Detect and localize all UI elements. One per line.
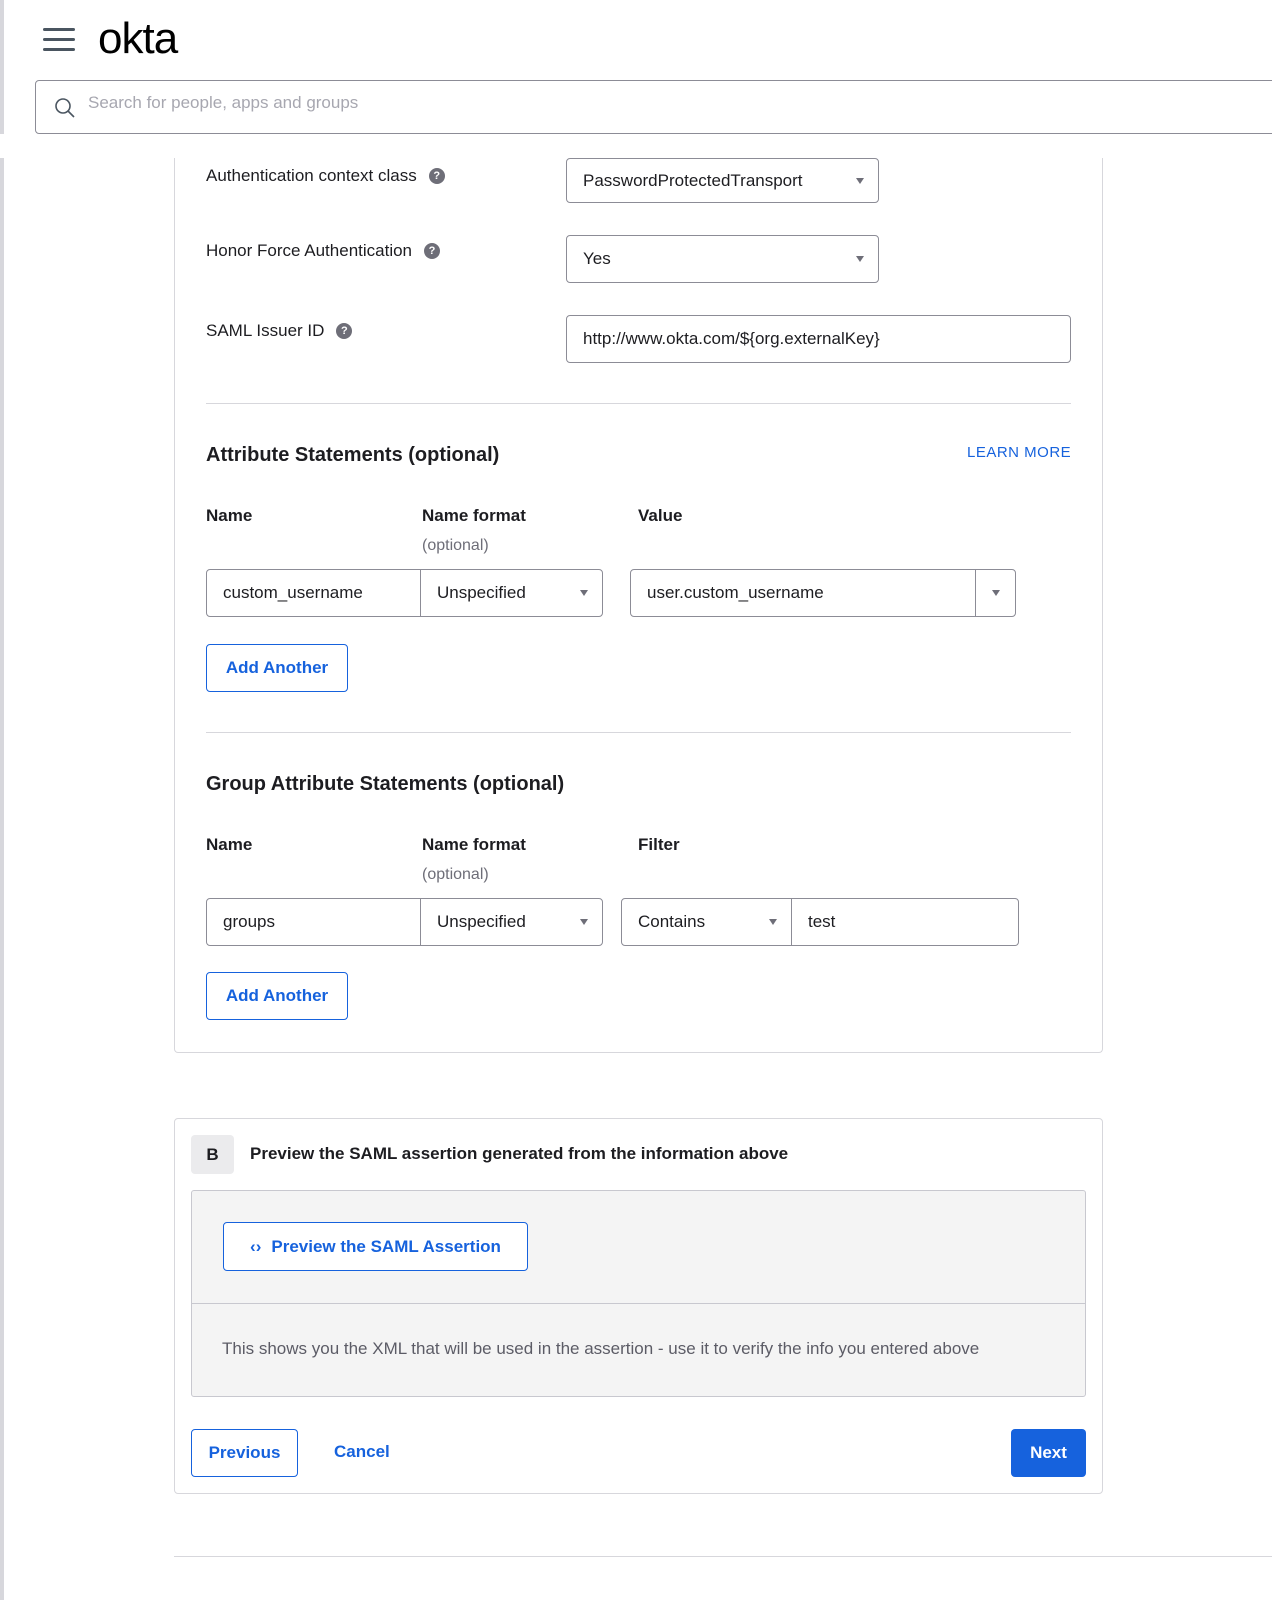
search-icon [54,97,76,119]
attribute-statements-title: Attribute Statements (optional) [206,444,500,466]
add-another-attribute-button[interactable]: Add Another [206,644,348,692]
help-icon[interactable]: ? [424,243,440,259]
okta-logo: okta [98,14,178,63]
col-optional: (optional) [422,537,489,554]
auth-context-label: Authentication context class ? [206,166,445,186]
col-name: Name [206,506,253,525]
help-icon[interactable]: ? [429,168,445,184]
chevron-down-icon [580,919,588,925]
divider [206,403,1071,404]
preview-description: This shows you the XML that will be used in the assertion - use it to verify the info you entered above [222,1339,980,1358]
code-icon: ‹› [250,1236,262,1256]
attribute-format-select[interactable]: Unspecified [420,569,603,617]
col-name-format: Name format [422,835,526,854]
cancel-button[interactable]: Cancel [334,1442,390,1461]
chevron-down-icon [856,256,864,262]
chevron-down-icon [769,919,777,925]
preview-title: Preview the SAML assertion generated from the information above [250,1144,789,1163]
group-attribute-statements-title: Group Attribute Statements (optional) [206,773,565,795]
add-another-group-button[interactable]: Add Another [206,972,348,1020]
learn-more-link[interactable]: LEARN MORE [967,444,1072,461]
group-filter-value-input[interactable]: test [791,898,1019,946]
col-name-format: Name format [422,506,526,525]
value-dropdown-button[interactable] [975,570,1015,616]
group-format-select[interactable]: Unspecified [420,898,603,946]
preview-saml-button[interactable]: ‹› Preview the SAML Assertion [223,1222,528,1271]
scroll-clip [0,134,1272,158]
search-bar[interactable] [35,80,1272,134]
divider [192,1303,1085,1304]
chevron-down-icon [856,178,864,184]
force-auth-label: Honor Force Authentication ? [206,241,440,261]
force-auth-select[interactable]: Yes [566,235,879,283]
divider [174,1556,1272,1557]
hamburger-icon[interactable] [43,28,75,52]
search-input[interactable] [88,93,988,113]
chevron-down-icon [580,590,588,596]
divider [206,732,1071,733]
window-edge [0,0,4,1600]
chevron-down-icon [992,590,1000,596]
col-filter: Filter [638,835,680,854]
attribute-value-input[interactable]: user.custom_username [630,569,1016,617]
step-badge: B [191,1135,234,1174]
attribute-name-input[interactable]: custom_username [206,569,421,617]
issuer-id-input[interactable]: http://www.okta.com/${org.externalKey} [566,315,1071,363]
next-button[interactable]: Next [1011,1429,1086,1477]
group-name-input[interactable]: groups [206,898,421,946]
auth-context-select[interactable]: PasswordProtectedTransport [566,158,879,203]
group-filter-type-select[interactable]: Contains [621,898,792,946]
previous-button[interactable]: Previous [191,1429,298,1477]
col-name: Name [206,835,253,854]
issuer-id-label: SAML Issuer ID ? [206,321,352,341]
help-icon[interactable]: ? [336,323,352,339]
col-optional: (optional) [422,866,489,883]
col-value: Value [638,506,683,525]
